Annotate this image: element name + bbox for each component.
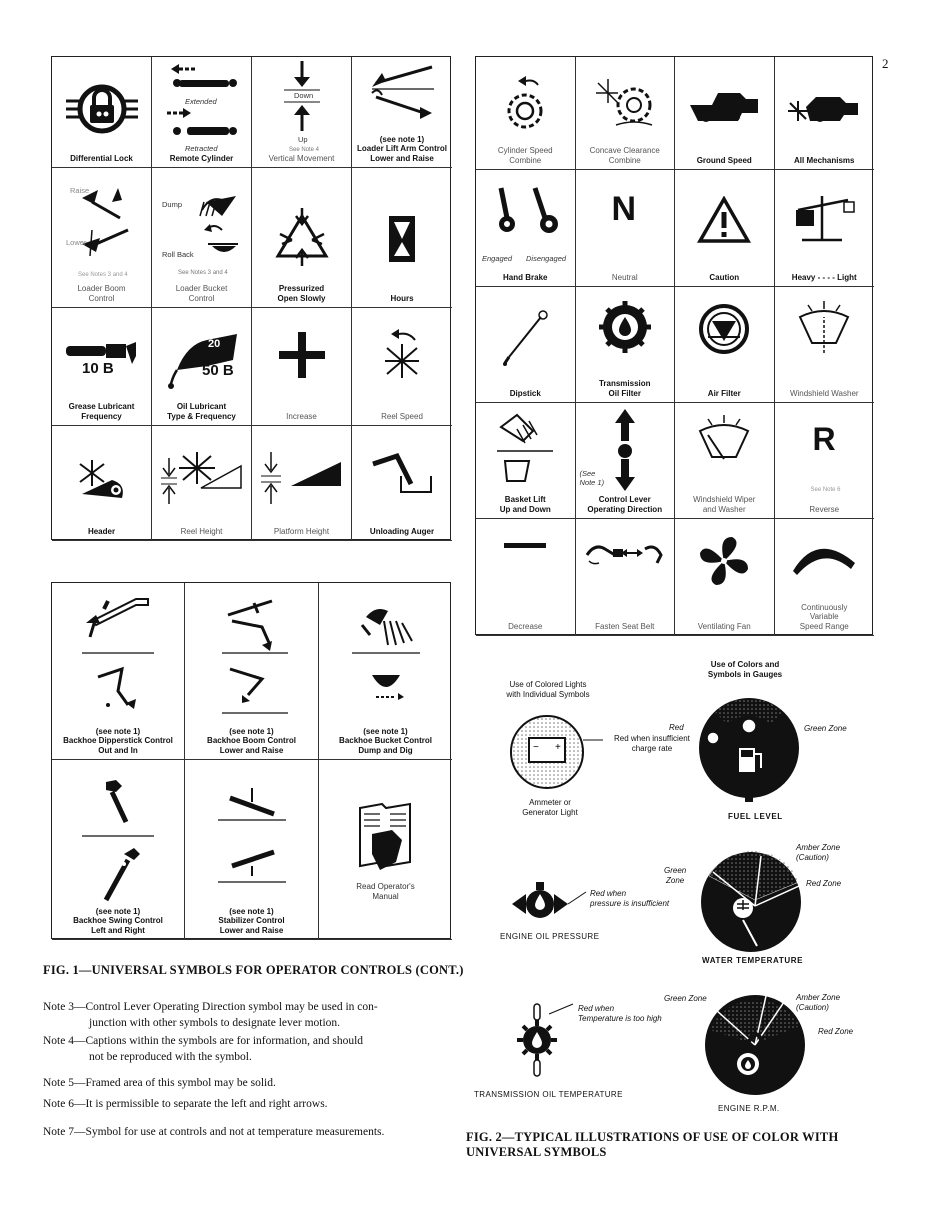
note-7: Note 7—Symbol for use at controls and not at temperature measurements. [43,1126,385,1138]
note-3 [43,999,453,1031]
symbol-caption: Fasten Seat Belt [595,621,655,631]
plus-icon [277,330,327,380]
symbol-cell [352,308,452,426]
fuel-title: FUEL LEVEL [728,812,783,821]
symbol-caption: Reverse [809,504,840,514]
unloading-auger-icon [367,450,437,500]
grease-interval: 10 B [82,360,114,377]
rpm-amber-label: Amber Zone (Caution) [796,993,841,1012]
symbol-caption: (see note 1) Backhoe Dipperstick Control Out and In [63,726,173,755]
see-note-label: (See Note 1) [579,469,605,487]
note-5: Note 5—Framed area of this symbol may be solid. [43,1077,276,1089]
symbol-caption: Windshield Washer [789,388,859,398]
symbol-caption: Hand Brake [503,272,548,282]
heavy-light-icon [788,190,860,246]
reverse-icon: R [812,421,836,457]
dipstick-icon [495,307,555,367]
symbol-cell [52,583,185,760]
neutral-icon: N [611,190,637,228]
symbol-caption: Concave Clearance Combine [589,146,660,165]
note-text: junction with other symbols to designate lever motion. [89,1017,341,1029]
symbol-cell [576,403,676,519]
symbol-cell [52,760,185,940]
air-filter-icon [698,303,750,355]
symbol-caption: Vertical Movement [268,153,335,163]
gauges-title: Use of Colors and Symbols in Gauges [707,660,783,679]
fig1-caption: FIG. 1—UNIVERSAL SYMBOLS FOR OPERATOR CONTROLS (CONT.) [43,963,464,977]
trans-red-label: Red when Temperature is too high [578,1004,662,1023]
symbol-caption: All Mechanisms [794,155,855,165]
symbol-caption: Unloading Auger [369,526,435,536]
symbol-cell [675,403,775,519]
manual-icon [356,800,416,876]
symbol-cell [576,57,676,170]
oil-viscosity: 20 [208,338,221,350]
platform-height-icon [257,446,347,506]
note-4 [43,1033,453,1065]
oil-can-icon [157,330,247,390]
note-text: not be reproduced with the symbol. [89,1051,252,1063]
symbol-caption: (see note 1) Stabilizer Control Lower and Raise [218,906,285,935]
symbol-caption: Oil Lubricant Type & Frequency [167,402,236,421]
symbol-caption: Pressurized Open Slowly [277,284,326,303]
backhoe-bucket-icon [346,597,426,727]
cylinder-speed-icon [500,73,550,133]
symbol-cell [152,57,252,168]
fuel-gauge-icon [695,692,805,804]
differential-lock-icon [62,71,142,141]
symbol-cell [476,519,576,636]
lower-label: Lower [66,238,87,247]
symbol-caption: Read Operator's Manual [356,882,415,901]
windshield-washer-icon [794,295,854,359]
symbol-caption: Loader Bucket Control [175,284,228,303]
symbol-caption: Reel Height [180,526,223,536]
symbol-cell [352,426,452,541]
symbol-cell [152,168,252,308]
page-number: 2 [882,56,889,71]
ammeter-label: Ammeter or Generator Light [522,798,578,817]
symbol-cell [185,760,319,940]
rpm-title: ENGINE R.P.M. [718,1104,780,1113]
minus-icon [500,541,550,551]
water-green-label: Green Zone [664,866,687,885]
rpm-green-label: Green Zone [664,994,707,1003]
extended-label: Extended [185,97,217,106]
symbol-cell [775,287,875,403]
symbol-caption: Control Lever Operating Direction [587,495,663,514]
reel-speed-icon [377,326,427,382]
symbol-caption: Ground Speed [696,155,752,165]
symbol-caption: Hours [390,293,414,303]
symbol-caption: Heavy - - - - Light [791,272,857,282]
symbol-cell [52,168,152,308]
symbol-caption: Basket Lift Up and Down [499,495,551,514]
control-lever-icon [610,407,640,493]
symbol-caption: (see note 1) Backhoe Swing Control Left and Right [73,906,163,935]
ground-speed-icon [686,85,762,125]
symbol-caption: Transmission Oil Filter [598,379,651,398]
pressurized-icon [272,206,332,268]
symbol-caption: Remote Cylinder [169,153,234,163]
roll-back-label: Roll Back [162,250,194,259]
ammeter-light-icon [505,710,605,800]
loader-lift-arm-icon [362,61,442,133]
dump-label: Dump [162,200,183,209]
hand-brake-icon [485,184,565,246]
lights-title: Use of Colored Lights with Individual Symbols [506,680,590,699]
backhoe-boom-icon [212,591,292,721]
see-notes-label: See Notes 3 and 4 [178,270,228,276]
symbol-cell [185,583,319,760]
symbol-caption: Reel Speed [381,411,423,421]
basket-lift-icon [495,411,555,487]
retracted-label: Retracted [185,144,218,153]
engaged-label: Engaged [482,254,513,263]
fuel-green-label: Green Zone [804,724,847,733]
stabilizer-icon [212,774,292,894]
symbol-cell [675,519,775,636]
water-amber-label: Amber Zone (Caution) [796,843,841,862]
symbol-caption: Neutral [611,272,638,282]
oil-red-label: Red when pressure is insufficient [590,889,670,908]
water-temp-gauge-icon [695,846,807,954]
symbol-cell [675,287,775,403]
symbol-caption: Platform Height [273,526,330,536]
concave-clearance-icon [590,75,660,131]
water-red-label: Red Zone [806,879,842,888]
symbol-caption: Grease Lubricant Frequency [68,402,135,421]
symbol-cell [775,403,875,519]
symbol-caption: (see note 1) Loader Lift Arm Control Lower and Raise [357,134,447,163]
see-notes-label: See Notes 3 and 4 [78,272,128,278]
fig1-symbol-grid-left [51,56,451,540]
symbol-cell [675,170,775,287]
symbol-cell [152,308,252,426]
symbol-caption: Ventilating Fan [697,621,751,631]
symbol-cell [576,287,676,403]
fan-icon [696,533,752,589]
oil-interval: 50 B [202,362,234,379]
symbol-cell [476,403,576,519]
water-title: WATER TEMPERATURE [702,956,804,965]
see-note-label: See Note 4 [289,147,320,153]
transmission-oil-filter-icon [597,297,653,357]
down-label: Down [294,91,314,100]
symbol-caption: Windshield Wiper and Washer [693,495,756,514]
symbol-caption: Increase [286,411,317,421]
symbol-cell [319,760,452,940]
oil-title: ENGINE OIL PRESSURE [500,932,600,941]
raise-label: Raise [70,186,90,195]
engine-rpm-gauge-icon [700,990,810,1100]
rpm-red-label: Red Zone [818,1027,854,1036]
symbol-cell [675,57,775,170]
symbol-cell [252,308,352,426]
symbol-cell [52,308,152,426]
disengaged-label: Disengaged [526,254,567,263]
see-note-label: See Note 6 [810,487,841,493]
symbol-caption: Header [87,526,116,536]
speed-range-icon [789,535,859,575]
symbol-cell [252,57,352,168]
fig1-symbol-grid-right [475,56,873,635]
seat-belt-icon [583,535,667,571]
symbol-cell [576,519,676,636]
symbol-cell [252,426,352,541]
symbol-caption: Continuously Variable Speed Range [799,602,849,631]
symbol-cell [476,57,576,170]
reel-height-icon [157,448,247,510]
symbol-cell [775,170,875,287]
all-mechanisms-icon [784,85,864,125]
fig2-caption: FIG. 2—TYPICAL ILLUSTRATIONS OF USE OF COLOR WITH UNIVERSAL SYMBOLS [466,1130,839,1159]
symbol-caption: (see note 1) Backhoe Boom Control Lower and Raise [207,726,296,755]
symbol-cell [775,57,875,170]
symbol-caption: Decrease [508,621,543,631]
caution-icon [697,196,751,244]
symbol-cell [252,168,352,308]
fig1-symbol-grid-backhoe [51,582,451,939]
ammeter-red-label: Red when insufficient charge rate [614,734,690,753]
symbol-cell [576,170,676,287]
trans-title: TRANSMISSION OIL TEMPERATURE [474,1090,623,1099]
symbol-caption: Caution [709,272,740,282]
note-text: Note 3—Control Lever Operating Direction symbol may be used in con- [43,1001,378,1013]
symbol-cell [775,519,875,636]
symbol-cell [52,57,152,168]
symbol-cell [352,168,452,308]
symbol-caption: Dipstick [509,388,541,398]
note-6: Note 6—It is permissible to separate the left and right arrows. [43,1098,328,1110]
symbol-caption: (see note 1) Backhoe Bucket Control Dump and Dig [339,726,432,755]
symbol-caption: Differential Lock [70,153,133,163]
symbol-cell [476,170,576,287]
transmission-oil-temp-icon [515,1000,575,1084]
dipperstick-icon [78,591,158,721]
note-text: Note 4—Captions within the symbols are for information, and should [43,1035,364,1047]
symbol-cell [352,57,452,168]
symbol-cell [476,287,576,403]
symbol-caption: Loader Boom Control [77,284,126,303]
hourglass-icon [387,214,417,264]
symbol-caption: Air Filter [707,388,741,398]
symbol-caption: Cylinder Speed Combine [497,146,553,165]
svg-text:+: + [555,742,561,753]
windshield-wiper-icon [694,409,754,473]
svg-text:−: − [533,742,539,753]
up-label: Up [298,135,308,144]
symbol-cell [319,583,452,760]
symbol-cell [52,426,152,541]
symbol-cell [152,426,252,541]
header-icon [72,456,132,506]
fuel-red-label: Red [669,723,684,732]
oil-pressure-icon [508,876,588,932]
backhoe-swing-icon [78,774,158,914]
